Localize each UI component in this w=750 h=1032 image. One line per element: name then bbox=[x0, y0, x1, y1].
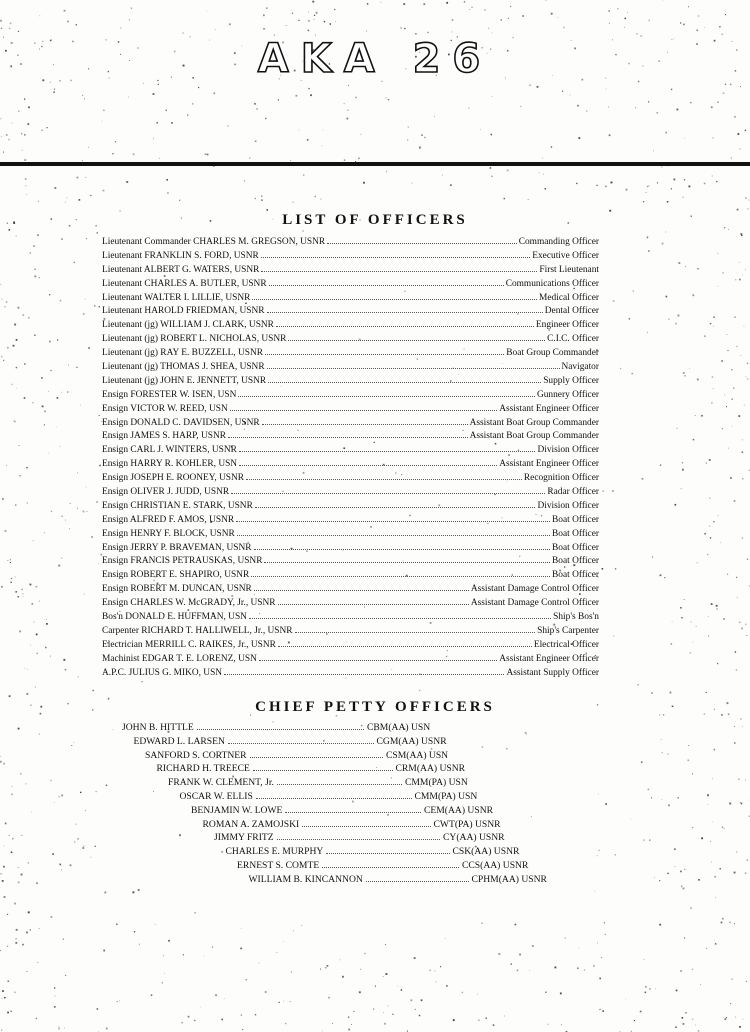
leader-dots bbox=[254, 583, 469, 591]
officer-name: Ensign CARL J. WINTERS, USNR bbox=[102, 445, 237, 456]
officer-position: Boat Officer bbox=[552, 570, 599, 581]
cpo-name: OSCAR W. ELLIS bbox=[179, 791, 253, 802]
leader-dots bbox=[262, 417, 468, 425]
officer-name: Ensign CHRISTIAN E. STARK, USNR bbox=[102, 500, 253, 511]
officer-position: Executive Officer bbox=[532, 250, 599, 261]
officer-name: Ensign HARRY R. KOHLER, USN bbox=[102, 459, 238, 470]
officer-row bbox=[102, 333, 599, 347]
officer-row bbox=[102, 305, 599, 319]
cpo-rate: CPHM(AA) USNR bbox=[471, 873, 547, 885]
leader-dots bbox=[259, 653, 497, 661]
officer-name: Ensign VICTOR W. REED, USN bbox=[102, 403, 228, 414]
officer-row bbox=[102, 236, 599, 250]
leader-dots bbox=[261, 250, 530, 258]
officer-position: Commanding Officer bbox=[518, 237, 599, 247]
officer-row bbox=[102, 347, 599, 361]
cpo-name: JIMMY FRITZ bbox=[214, 832, 274, 844]
officer-row bbox=[102, 625, 599, 639]
officer-position: Gunnery Officer bbox=[536, 389, 599, 400]
leader-dots bbox=[322, 860, 459, 868]
officer-name: Lieutenant CHARLES A. BUTLER, USNR bbox=[102, 278, 267, 289]
leader-dots bbox=[238, 389, 535, 397]
leader-dots bbox=[276, 319, 534, 327]
officer-row bbox=[102, 569, 599, 583]
cpo-row bbox=[214, 832, 548, 846]
officer-name: Ensign CHARLES W. McGRADY, Jr., USNR bbox=[102, 598, 276, 609]
cpo-name: EDWARD L. LARSEN bbox=[133, 735, 225, 747]
leader-dots bbox=[267, 305, 543, 313]
cpo-name: FRANK W. CLEMENT, Jr. bbox=[168, 777, 274, 789]
officer-position: Boat Group Commander bbox=[506, 348, 599, 359]
officer-position: Assistant Engineer Officer bbox=[499, 459, 599, 470]
leader-dots bbox=[253, 763, 393, 771]
cpo-name: RICHARD H. TREECE bbox=[156, 763, 250, 775]
officer-name: Ensign DONALD C. DAVIDSEN, USNR bbox=[102, 417, 260, 428]
officer-row bbox=[102, 639, 599, 653]
leader-dots bbox=[256, 791, 412, 799]
leader-dots bbox=[264, 555, 550, 563]
officer-name: Ensign ROBERT M. DUNCAN, USNR bbox=[102, 584, 252, 595]
leader-dots bbox=[228, 430, 468, 438]
officer-position: Dental Officer bbox=[544, 306, 599, 317]
officer-row bbox=[102, 528, 599, 542]
leader-dots bbox=[254, 542, 551, 550]
cpo-row bbox=[191, 805, 529, 819]
officer-row bbox=[102, 458, 599, 472]
officer-row bbox=[102, 611, 599, 625]
officer-row bbox=[102, 597, 599, 611]
officer-row bbox=[102, 444, 599, 458]
cpo-name: WILLIAM B. KINCANNON bbox=[248, 873, 363, 885]
officer-name: Lieutenant (jg) ROBERT L. NICHOLAS, USNR bbox=[102, 334, 287, 345]
officer-position: Assistant Engineer Officer bbox=[499, 403, 599, 414]
officer-position: C.I.C. Officer bbox=[547, 334, 599, 345]
officer-row bbox=[102, 278, 599, 292]
leader-dots bbox=[231, 486, 545, 494]
cpo-rate: CCS(AA) USNR bbox=[462, 860, 529, 871]
wave-divider bbox=[0, 150, 750, 180]
leader-dots bbox=[366, 874, 469, 882]
officer-row bbox=[102, 555, 599, 569]
cpo-row bbox=[145, 750, 491, 764]
leader-dots bbox=[252, 292, 537, 300]
officer-name: Lieutenant WALTER I. LILLIE, USNR bbox=[102, 292, 251, 303]
cpo-row bbox=[134, 736, 482, 750]
officer-name: Bos'n DONALD E. HUFFMAN, USN bbox=[102, 612, 247, 623]
officer-position: Assistant Boat Group Commander bbox=[469, 417, 599, 428]
cpo-rate: CMM(PA) USN bbox=[414, 791, 478, 802]
officer-name: Ensign JERRY P. BRAVEMAN, USNR bbox=[102, 542, 252, 553]
officer-row bbox=[102, 319, 599, 333]
officer-name: Carpenter RICHARD T. HALLIWELL, Jr., USNR bbox=[102, 625, 293, 636]
leader-dots bbox=[268, 375, 541, 383]
officer-position: Radar Officer bbox=[547, 487, 599, 498]
officer-row bbox=[102, 667, 599, 681]
cpo-row bbox=[180, 791, 520, 805]
leader-dots bbox=[246, 472, 522, 480]
officer-name: Ensign OLIVER J. JUDD, USNR bbox=[102, 487, 230, 498]
cpo-row bbox=[157, 763, 501, 777]
officer-name: Ensign HENRY F. BLOCK, USNR bbox=[102, 528, 235, 539]
officer-name: Ensign FORESTER W. ISEN, USN bbox=[102, 389, 237, 400]
officer-name: Lieutenant (jg) JOHN E. JENNETT, USNR bbox=[102, 375, 267, 386]
cpo-rate: CMM(PA) USN bbox=[405, 777, 468, 789]
leader-dots bbox=[326, 846, 449, 854]
officer-position: Assistant Supply Officer bbox=[506, 667, 599, 678]
leader-dots bbox=[251, 569, 550, 577]
officer-row bbox=[102, 500, 599, 514]
officer-row bbox=[102, 375, 599, 389]
leader-dots bbox=[261, 264, 537, 272]
leader-dots bbox=[239, 458, 497, 466]
officer-name: Lieutenant (jg) RAY E. BUZZELL, USNR bbox=[102, 348, 264, 359]
cpo-rate: CSM(AA) USN bbox=[386, 749, 449, 761]
leader-dots bbox=[224, 667, 504, 675]
leader-dots bbox=[277, 777, 402, 785]
leader-dots bbox=[230, 403, 497, 411]
officer-row bbox=[102, 361, 599, 375]
leader-dots bbox=[267, 361, 560, 369]
leader-dots bbox=[277, 832, 440, 840]
leader-dots bbox=[237, 528, 550, 536]
officer-position: Boat Officer bbox=[552, 514, 599, 525]
officer-position: First Lieutenant bbox=[539, 264, 599, 275]
leader-dots bbox=[255, 500, 536, 508]
officer-name: Lieutenant (jg) WILLIAM J. CLARK, USNR bbox=[102, 320, 274, 331]
officer-name: Lieutenant Commander CHARLES M. GREGSON, USNR bbox=[102, 237, 326, 247]
officer-name: Ensign ALFRED F. AMOS, USNR bbox=[102, 514, 235, 525]
officer-position: Assistant Damage Control Officer bbox=[470, 598, 599, 609]
cpo-name: SANFORD S. CORTNER bbox=[145, 749, 247, 761]
officer-position: Assistant Damage Control Officer bbox=[470, 584, 599, 595]
cpo-name: ERNEST S. COMTE bbox=[237, 860, 320, 871]
cpo-rate: CGM(AA) USNR bbox=[376, 735, 447, 747]
leader-dots bbox=[278, 597, 469, 605]
officer-name: Electrician MERRILL C. RAIKES, Jr., USNR bbox=[102, 639, 276, 650]
officers-list bbox=[102, 236, 599, 681]
leader-dots bbox=[285, 805, 421, 813]
cpo-rate: CRM(AA) USNR bbox=[395, 763, 466, 775]
leader-dots bbox=[278, 639, 532, 647]
officer-position: Supply Officer bbox=[543, 375, 599, 386]
officer-row bbox=[102, 430, 599, 444]
officer-row bbox=[102, 653, 599, 667]
cpo-name: ROMAN A. ZAMOJSKI bbox=[202, 818, 300, 830]
officer-name: Ensign JAMES S. HARP, USNR bbox=[102, 431, 226, 442]
officer-position: Boat Officer bbox=[552, 542, 599, 553]
officer-row bbox=[102, 417, 599, 431]
officer-row bbox=[102, 542, 599, 556]
leader-dots bbox=[239, 444, 536, 452]
officer-name: Lieutenant HAROLD FRIEDMAN, USNR bbox=[102, 306, 265, 317]
officer-position: Division Officer bbox=[537, 500, 599, 511]
officer-position: Assistant Engineer Officer bbox=[499, 653, 599, 664]
officer-name: Ensign JOSEPH E. ROONEY, USNR bbox=[102, 473, 245, 484]
cpo-row bbox=[122, 722, 472, 736]
officer-position: Engineer Officer bbox=[535, 320, 599, 331]
cpo-rate: CBM(AA) USN bbox=[367, 722, 431, 733]
officer-row bbox=[102, 264, 599, 278]
leader-dots bbox=[197, 722, 364, 730]
officer-position: Assistant Boat Group Commander bbox=[469, 431, 599, 442]
cpo-row bbox=[168, 777, 510, 791]
cpo-heading: CHIEF PETTY OFFICERS bbox=[255, 699, 495, 715]
leader-dots bbox=[288, 333, 545, 341]
officer-position: Navigator bbox=[561, 362, 599, 373]
officer-row bbox=[102, 292, 599, 306]
officer-name: Lieutenant ALBERT G. WATERS, USNR bbox=[102, 264, 260, 275]
cpo-rate: CSK(AA) USNR bbox=[452, 846, 520, 858]
officer-row bbox=[102, 403, 599, 417]
cpo-rate: CY(AA) USNR bbox=[443, 832, 505, 844]
leader-dots bbox=[236, 514, 550, 522]
officer-position: Division Officer bbox=[537, 445, 599, 456]
officers-heading: LIST OF OFFICERS bbox=[282, 212, 468, 228]
leader-dots bbox=[250, 750, 383, 758]
officer-position: Boat Officer bbox=[552, 528, 599, 539]
officer-name: Lieutenant (jg) THOMAS J. SHEA, USNR bbox=[102, 362, 265, 373]
leader-dots bbox=[295, 625, 536, 633]
cpo-row bbox=[237, 860, 567, 874]
officer-row bbox=[102, 486, 599, 500]
officer-row bbox=[102, 472, 599, 486]
leader-dots bbox=[302, 819, 430, 827]
cpo-rate: CEM(AA) USNR bbox=[424, 804, 494, 816]
officer-position: Medical Officer bbox=[539, 292, 599, 303]
officer-position: Boat Officer bbox=[552, 556, 599, 567]
cpo-name: JOHN B. HITTLE bbox=[122, 722, 194, 733]
cpo-name: CHARLES E. MURPHY bbox=[225, 846, 324, 858]
cpo-row bbox=[249, 874, 577, 888]
officer-name: Lieutenant FRANKLIN S. FORD, USNR bbox=[102, 250, 259, 261]
officer-name: Machinist EDGAR T. E. LORENZ, USN bbox=[102, 653, 257, 664]
officer-name: Ensign FRANCIS PETRAUSKAS, USNR bbox=[102, 556, 263, 567]
leader-dots bbox=[249, 611, 551, 619]
leader-dots bbox=[265, 347, 504, 355]
cpo-rate: CWT(PA) USNR bbox=[433, 818, 501, 830]
ship-title: AKA 26 bbox=[257, 36, 493, 82]
officer-name: Ensign ROBERT E. SHAPIRO, USNR bbox=[102, 570, 250, 581]
leader-dots bbox=[269, 278, 504, 286]
officer-row bbox=[102, 250, 599, 264]
officer-row bbox=[102, 583, 599, 597]
officer-row bbox=[102, 514, 599, 528]
officer-position: Communications Officer bbox=[505, 278, 599, 289]
officer-position: Ship's Carpenter bbox=[537, 625, 599, 636]
officer-position: Electrical Officer bbox=[533, 639, 599, 650]
officer-name: A.P.C. JULIUS G. MIKO, USN bbox=[102, 667, 223, 678]
officer-row bbox=[102, 389, 599, 403]
cpo-row bbox=[226, 846, 558, 860]
officer-position: Recognition Officer bbox=[523, 473, 599, 484]
cpo-name: BENJAMIN W. LOWE bbox=[191, 804, 283, 816]
officer-position: Ship's Bos'n bbox=[553, 612, 599, 623]
cpo-row bbox=[203, 819, 539, 833]
leader-dots bbox=[228, 736, 374, 744]
leader-dots bbox=[327, 236, 517, 244]
